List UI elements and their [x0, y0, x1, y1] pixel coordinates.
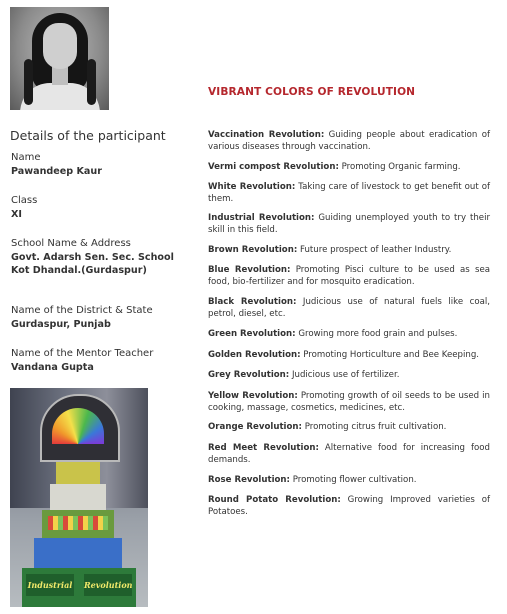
revolution-item: [208, 422, 490, 434]
revolution-item: [208, 350, 490, 362]
revolution-description: Judicious use of fertilizer.: [289, 370, 400, 380]
revolution-name: Brown Revolution:: [208, 245, 298, 255]
revolution-item: [208, 370, 490, 382]
revolution-name: Industrial Revolution:: [208, 213, 315, 223]
revolution-item: [208, 130, 490, 153]
revolution-item: [208, 329, 490, 341]
district-label: Name of the District & State: [11, 305, 153, 316]
school-label: School Name & Address: [11, 238, 131, 249]
revolution-description: Guiding unemployed youth to try their skill in this field.: [208, 213, 490, 235]
revolution-name: Rose Revolution:: [208, 475, 290, 485]
district-value: Gurdaspur, Punjab: [11, 319, 111, 330]
revolution-item: [208, 182, 490, 205]
revolution-item: [208, 265, 490, 288]
model-tier: [56, 462, 100, 484]
model-decorations: [48, 516, 108, 530]
revolution-description: Promoting Organic farming.: [338, 162, 461, 172]
participant-photo: [10, 7, 109, 110]
revolution-item: [208, 391, 490, 414]
name-label: Name: [11, 152, 41, 163]
revolution-description: Promoting citrus fruit cultivation.: [301, 422, 447, 432]
model-tier: [34, 538, 122, 568]
revolution-description: Growing Improved varieties of Potatoes.: [208, 495, 490, 517]
revolution-item: [208, 297, 490, 320]
revolution-description: Promoting Pisci culture to be used as sea food, bio-fertilizer and for mosquito eradication.: [208, 265, 491, 287]
revolution-name: Green Revolution:: [208, 329, 296, 339]
revolution-description: Promoting flower cultivation.: [290, 475, 417, 485]
revolution-name: Round Potato Revolution:: [208, 495, 341, 505]
revolution-name: Blue Revolution:: [208, 265, 291, 275]
revolution-item: [208, 495, 490, 518]
photo-face: [43, 23, 77, 69]
revolution-description: Promoting growth of oil seeds to be used in cooking, massage, cosmetics, medicines, etc.: [208, 391, 490, 413]
school-value-line1: Govt. Adarsh Sen. Sec. School: [11, 252, 174, 263]
name-value: Pawandeep Kaur: [11, 166, 102, 177]
revolution-description: Promoting Horticulture and Bee Keeping.: [300, 350, 480, 360]
revolution-name: Yellow Revolution:: [208, 391, 298, 401]
revolution-item: [208, 245, 490, 257]
photo-braid-right: [87, 59, 96, 105]
model-banner-right: Revolution: [84, 574, 132, 596]
project-model-photo: [10, 388, 148, 607]
revolution-item: [208, 475, 490, 487]
model-banner-left: Industrial: [26, 574, 74, 596]
details-heading: Details of the participant: [10, 128, 166, 143]
photo-braid-left: [24, 59, 33, 105]
photo-neck: [52, 67, 68, 85]
revolution-name: Golden Revolution:: [208, 350, 301, 360]
revolution-name: Vermi compost Revolution:: [208, 162, 339, 172]
revolution-description: Alternative food for increasing food demands.: [208, 443, 490, 465]
revolution-name: Grey Revolution:: [208, 370, 290, 380]
revolution-item: [208, 162, 490, 174]
mentor-value: Vandana Gupta: [11, 362, 94, 373]
revolution-name: White Revolution:: [208, 182, 296, 192]
revolution-description: Future prospect of leather Industry.: [297, 245, 452, 255]
class-value: XI: [11, 209, 22, 220]
school-value-line2: Kot Dhandal.(Gurdaspur): [11, 265, 147, 276]
model-tier: [50, 484, 106, 510]
class-label: Class: [11, 195, 38, 206]
revolution-name: Black Revolution:: [208, 297, 297, 307]
revolution-description: Judicious use of natural fuels like coal, petrol, diesel, etc.: [208, 297, 490, 319]
revolution-item: [208, 443, 490, 466]
revolution-name: Orange Revolution:: [208, 422, 302, 432]
revolution-name: Vaccination Revolution:: [208, 130, 325, 140]
project-title: VIBRANT COLORS OF REVOLUTION: [208, 86, 416, 98]
revolution-name: Red Meet Revolution:: [208, 443, 319, 453]
revolution-description: Guiding people about eradication of various diseases through vaccination.: [208, 130, 490, 152]
mentor-label: Name of the Mentor Teacher: [11, 348, 154, 359]
revolution-description: Taking care of livestock to get benefit out of them.: [208, 182, 491, 204]
revolution-item: [208, 213, 490, 236]
revolution-description: Growing more food grain and pulses.: [295, 329, 458, 339]
